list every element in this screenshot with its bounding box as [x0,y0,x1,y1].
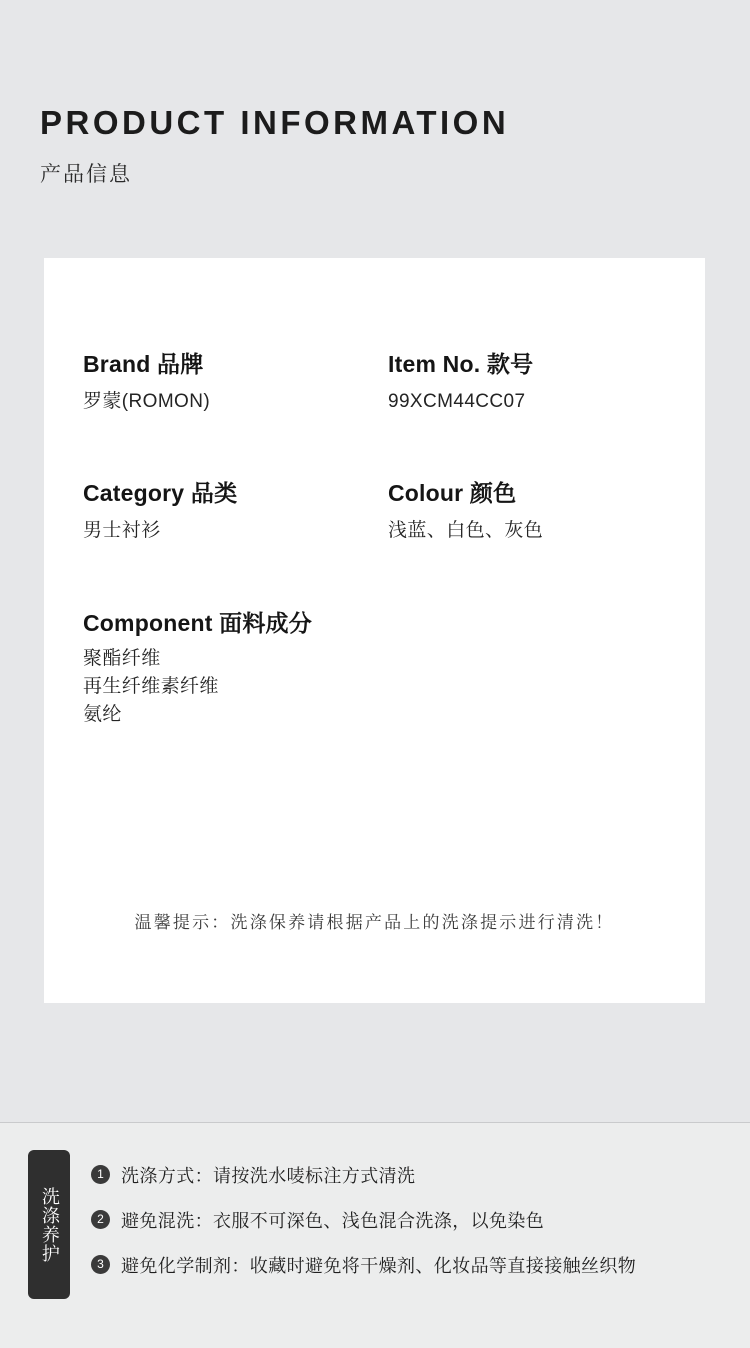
info-row-brand-item [83,350,663,415]
info-field-component [83,609,663,730]
care-tip-text: 温馨提示：洗涤保养请根据产品上的洗涤提示进行清洗！ [134,913,615,932]
item-no-value: 99XCM44CC07 [388,390,526,412]
care-item-text: 避免化学制剂：收藏时避免将干燥剂、化妆品等直接接触丝织物 [121,1255,637,1276]
care-section-tab: 洗涤养护 [28,1150,70,1299]
row-spacer [83,415,663,479]
brand-label: Brand 品牌 [83,351,204,377]
component-item: 再生纤维素纤维 [83,676,219,698]
category-label: Category 品类 [83,480,238,507]
care-instructions-section [0,1123,750,1348]
component-label: Component 面料成分 [83,609,312,636]
care-item [91,1242,636,1287]
category-value: 男士衬衫 [83,520,161,542]
colour-value: 浅蓝、白色、灰色 [388,520,544,542]
info-field-item-no [388,350,663,415]
numbered-bullet-icon: 2 [91,1210,110,1229]
item-no-label: Item No. 款号 [388,351,534,377]
care-item-text: 洗涤方式：请按洗水唛标注方式清洗 [121,1165,416,1186]
care-items-list [91,1150,636,1287]
page-header [0,0,750,188]
info-field-category [83,479,388,544]
info-field-brand [83,350,388,415]
component-item: 聚酯纤维 [83,648,161,670]
care-item-text: 避免混洗：衣服不可深色、浅色混合洗涤，以免染色 [121,1210,545,1231]
product-info-grid [83,350,663,729]
page-subtitle: 产品信息 [40,163,132,187]
info-field-colour [388,479,663,544]
product-info-card [44,258,705,1003]
care-item [91,1152,636,1197]
numbered-bullet-icon: 3 [91,1255,110,1274]
component-item: 氨纶 [83,704,122,726]
component-value-list [83,645,663,729]
colour-label: Colour 颜色 [388,480,517,507]
page-title: PRODUCT INFORMATION [40,104,510,141]
brand-value: 罗蒙(ROMON) [83,390,211,412]
care-instructions-inner [28,1150,636,1299]
info-row-category-colour [83,479,663,544]
care-item [91,1197,636,1242]
numbered-bullet-icon: 1 [91,1165,110,1184]
